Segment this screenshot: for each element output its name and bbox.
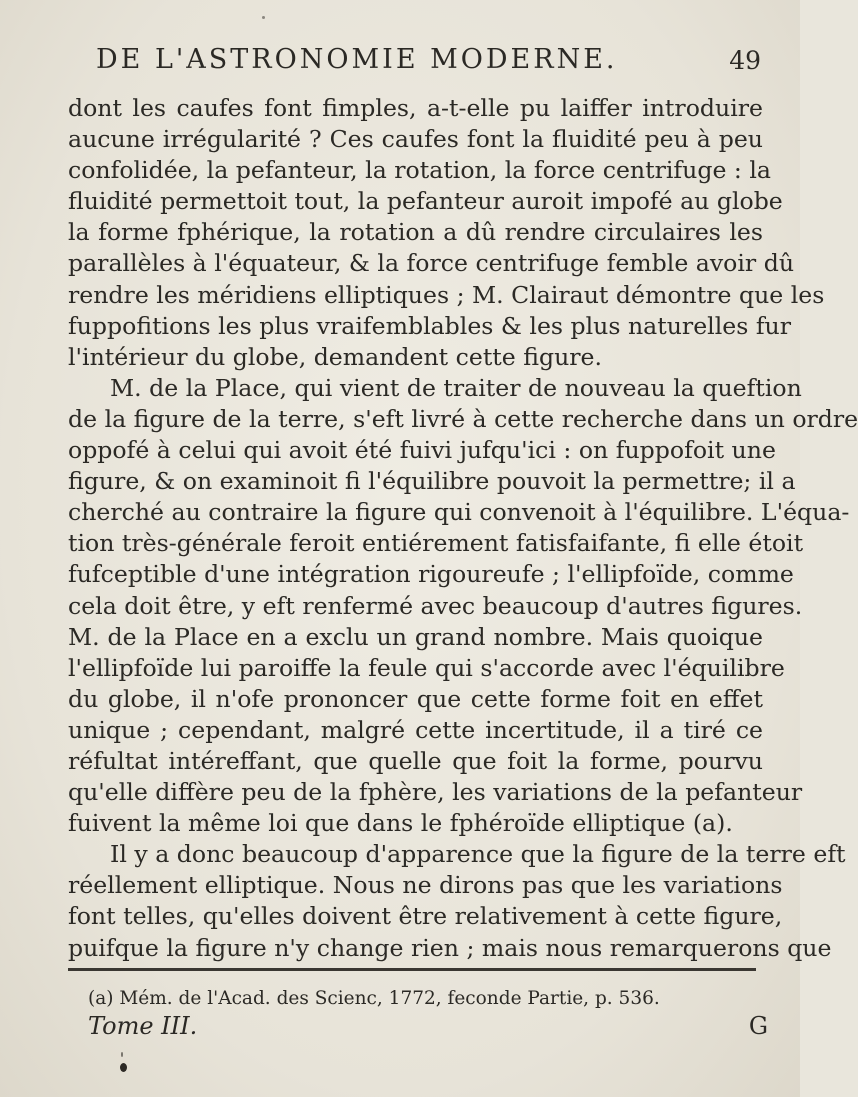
running-title: DE L'ASTRONOMIE MODERNE. [96,44,618,75]
text-line: du globe, il n'ofe prononcer que cette forme foit en effet [68,684,763,713]
text-line: la forme fphérique, la rotation a dû rendre circulaires les [68,218,763,247]
text-line: réfultat intéreffant, que quelle que foit la forme, pourvu [68,746,763,775]
text-line: rendre les méridiens elliptiques ; M. Clairaut démontre que les [68,280,825,309]
text-line: parallèles à l'équateur, & la force centrifuge femble avoir dû [68,249,795,278]
text-line: figure, & on examinoit fi l'équilibre pouvoit la permettre; il a [68,467,796,496]
page-number: 49 [729,46,761,75]
body-text [68,93,858,964]
text-line: confolidée, la pefanteur, la rotation, la force centrifuge : la [68,156,771,185]
text-line: oppofé à celui qui avoit été fuivi jufqu'ici : on fuppofoit une [68,436,776,465]
text-line: réellement elliptique. Nous ne dirons pas que les variations [68,871,783,900]
volume-mark: Tome III. [88,1012,198,1040]
text-line: puifque la figure n'y change rien ; mais nous remarquerons que [68,933,832,962]
text-line: fufceptible d'une intégration rigoureufe ; l'ellipfoïde, comme [68,560,794,589]
text-line: fluidité permettoit tout, la pefanteur auroit impofé au globe [68,187,783,216]
text-line: fuppofitions les plus vraifemblables & les plus naturelles fur [68,311,792,340]
text-line: Il y a donc beaucoup d'apparence que la figure de la terre eft [110,840,846,869]
text-line: l'intérieur du globe, demandent cette figure. [68,342,603,371]
signature-letter: G [748,1012,768,1040]
ink-speck [121,1052,123,1057]
text-line: l'ellipfoïde lui paroiffe la feule qui s'accorde avec l'équilibre [68,653,785,682]
text-line: aucune irrégularité ? Ces caufes font la fluidité peu à peu [68,125,763,154]
footnote-rule [68,968,756,971]
page-header [96,44,761,82]
text-line: qu'elle diffère peu de la fphère, les variations de la pefanteur [68,778,803,807]
text-line: cela doit être, y eft renfermé avec beaucoup d'autres figures. [68,591,803,620]
text-line: dont les caufes font fimples, a-t-elle pu laiffer introduire [68,94,763,122]
text-line: font telles, qu'elles doivent être relativement à cette figure, [68,902,783,931]
text-line: fuivent la même loi que dans le fphéroïde elliptique (a). [68,809,733,838]
footnote: (a) Mém. de l'Acad. des Scienc, 1772, feconde Partie, p. 536. [88,988,660,1009]
text-line: unique ; cependant, malgré cette incertitude, il a tiré ce [68,715,763,744]
text-line: cherché au contraire la figure qui convenoit à l'équilibre. L'équa- [68,498,850,527]
text-line: M. de la Place en a exclu un grand nombre. Mais quoique [68,622,763,651]
text-line: de la figure de la terre, s'eft livré à cette recherche dans un ordre [68,404,858,433]
text-line: M. de la Place, qui vient de traiter de nouveau la queftion [110,373,802,402]
ink-speck [262,16,265,19]
text-line: tion très-générale feroit entiérement fatisfaifante, fi elle étoit [68,529,804,558]
ink-speck [120,1063,127,1072]
signature-line [88,1012,768,1046]
